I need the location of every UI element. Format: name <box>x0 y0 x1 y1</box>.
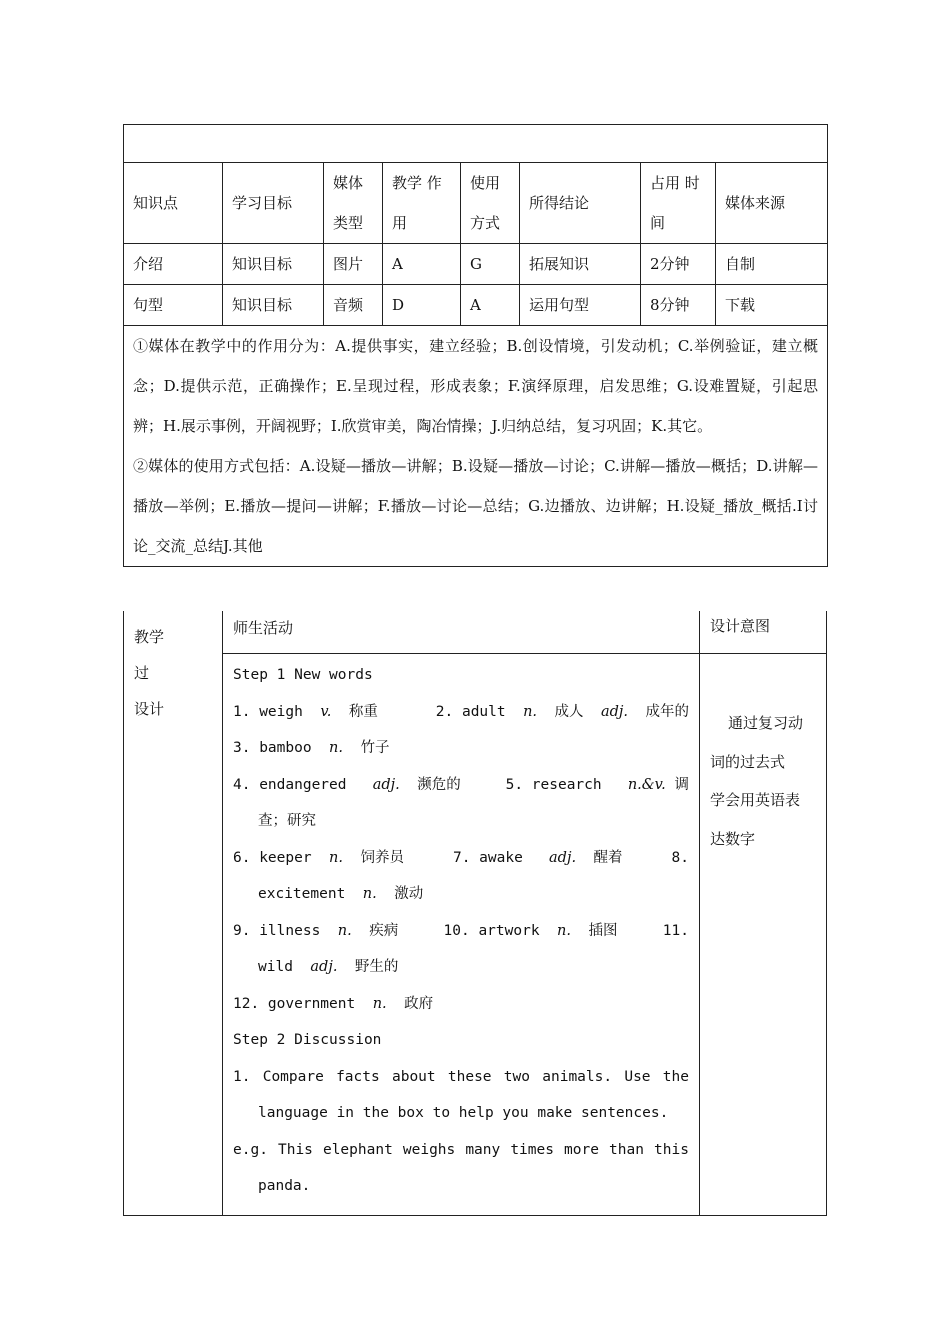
word: Compare <box>262 1068 324 1085</box>
table-row <box>124 244 828 285</box>
intent-header: 设计意图 <box>700 611 826 654</box>
table-cell: 8分钟 <box>641 285 716 326</box>
word: animals. <box>542 1068 613 1085</box>
intent-content: 通过复习动 词的过去式 学会用英语表 达数字 <box>710 714 804 848</box>
step-heading: Step 1 New words <box>233 667 373 683</box>
word-line: 4. endangered adj. 濒危的 5. research n.&v. 调 <box>233 776 689 793</box>
table-cell: 自制 <box>716 244 828 285</box>
step-heading: Step 2 Discussion <box>233 1032 382 1048</box>
teaching-process-label: 教学 过 设计 <box>124 611 223 1215</box>
word: this <box>654 1141 689 1158</box>
word-line: 3. bamboo n. 竹子 <box>233 740 390 756</box>
word-line-continued: 查；研究 <box>258 813 316 829</box>
media-usage-note: ②媒体的使用方式包括：A.设疑—播放—讲解；B.设疑—播放—讨论；C.讲解—播放—概括；D.讲解—播放—举例；E.播放—提问—讲解；F.播放—讨论—总结；G.边播放、边讲解；H.设疑_播放_概括.I讨论_交流_总结J.其他 <box>133 457 818 555</box>
table-cell: 图片 <box>324 244 383 285</box>
table-blank-row <box>124 125 828 163</box>
table-cell: D <box>383 285 461 326</box>
table-header-cell: 教学 作 用 <box>383 163 461 244</box>
table-cell: 知识目标 <box>223 244 324 285</box>
table-header-cell: 占用 时 间 <box>641 163 716 244</box>
word: more <box>564 1141 599 1158</box>
teaching-design-section <box>123 611 827 1216</box>
table-header-cell: 知识点 <box>124 163 223 244</box>
example-line-continued: panda. <box>258 1178 311 1194</box>
word-line: 12. government n. 政府 <box>233 995 434 1012</box>
word: two <box>503 1068 530 1085</box>
word: This <box>277 1141 313 1158</box>
table-header-cell: 使用 方式 <box>461 163 520 244</box>
table-cell: A <box>461 285 520 326</box>
example-line <box>233 1132 689 1169</box>
word: elephant <box>322 1141 393 1158</box>
word: 1. <box>233 1068 251 1085</box>
table-header-cell: 学习目标 <box>223 163 324 244</box>
table-cell: A <box>383 244 461 285</box>
activity-header: 师生活动 <box>223 611 699 654</box>
word-line: 6. keeper n. 饲养员 7. awake adj. 醒着 8. <box>233 849 689 866</box>
discussion-line <box>233 1059 689 1096</box>
activity-content <box>223 654 699 1205</box>
table-cell: 句型 <box>124 285 223 326</box>
word: times <box>510 1141 554 1158</box>
word: these <box>447 1068 492 1085</box>
table-cell: G <box>461 244 520 285</box>
activity-column <box>223 611 700 1215</box>
table-cell: 拓展知识 <box>520 244 641 285</box>
table-cell: 下载 <box>716 285 828 326</box>
table-header-cell: 媒体来源 <box>716 163 828 244</box>
notes-row <box>124 326 828 567</box>
word: Use <box>624 1068 651 1085</box>
table-cell: 音频 <box>324 285 383 326</box>
word: than <box>609 1141 644 1158</box>
word: the <box>662 1068 689 1085</box>
table-cell: 介绍 <box>124 244 223 285</box>
table-cell: 运用句型 <box>520 285 641 326</box>
word: weighs <box>402 1141 456 1158</box>
table-cell: 知识目标 <box>223 285 324 326</box>
media-role-note: ①媒体在教学中的作用分为：A.提供事实，建立经验；B.创设情境，引发动机；C.举例验证，建立概念；D.提供示范，正确操作；E.呈现过程，形成表象；F.演绎原理，启发思维；G.设难置疑，引起思辨；H.展示事例，开阔视野；I.欣赏审美，陶冶情操；J.归纳总结，复习巩固；K.其它。 <box>133 337 818 435</box>
word-line-continued: excitement n. 激动 <box>258 886 424 902</box>
table-cell: 2分钟 <box>641 244 716 285</box>
table-row <box>124 285 828 326</box>
word-line: 1. weigh v. 称重 2. adult n. 成人 adj. 成年的 <box>233 703 689 720</box>
discussion-line-continued: language in the box to help you make sentences. <box>258 1105 669 1121</box>
word: many <box>465 1141 501 1158</box>
word: e.g. <box>233 1141 268 1158</box>
intent-column <box>700 611 826 1215</box>
word: facts <box>336 1068 380 1085</box>
media-usage-table <box>123 124 828 567</box>
word: about <box>391 1068 436 1085</box>
word-line-continued: wild adj. 野生的 <box>258 959 399 975</box>
table-header-cell: 所得结论 <box>520 163 641 244</box>
table-header-cell: 媒体 类型 <box>324 163 383 244</box>
word-line: 9. illness n. 疾病 10. artwork n. 插图 11. <box>233 922 689 939</box>
table-header-row <box>124 163 828 244</box>
